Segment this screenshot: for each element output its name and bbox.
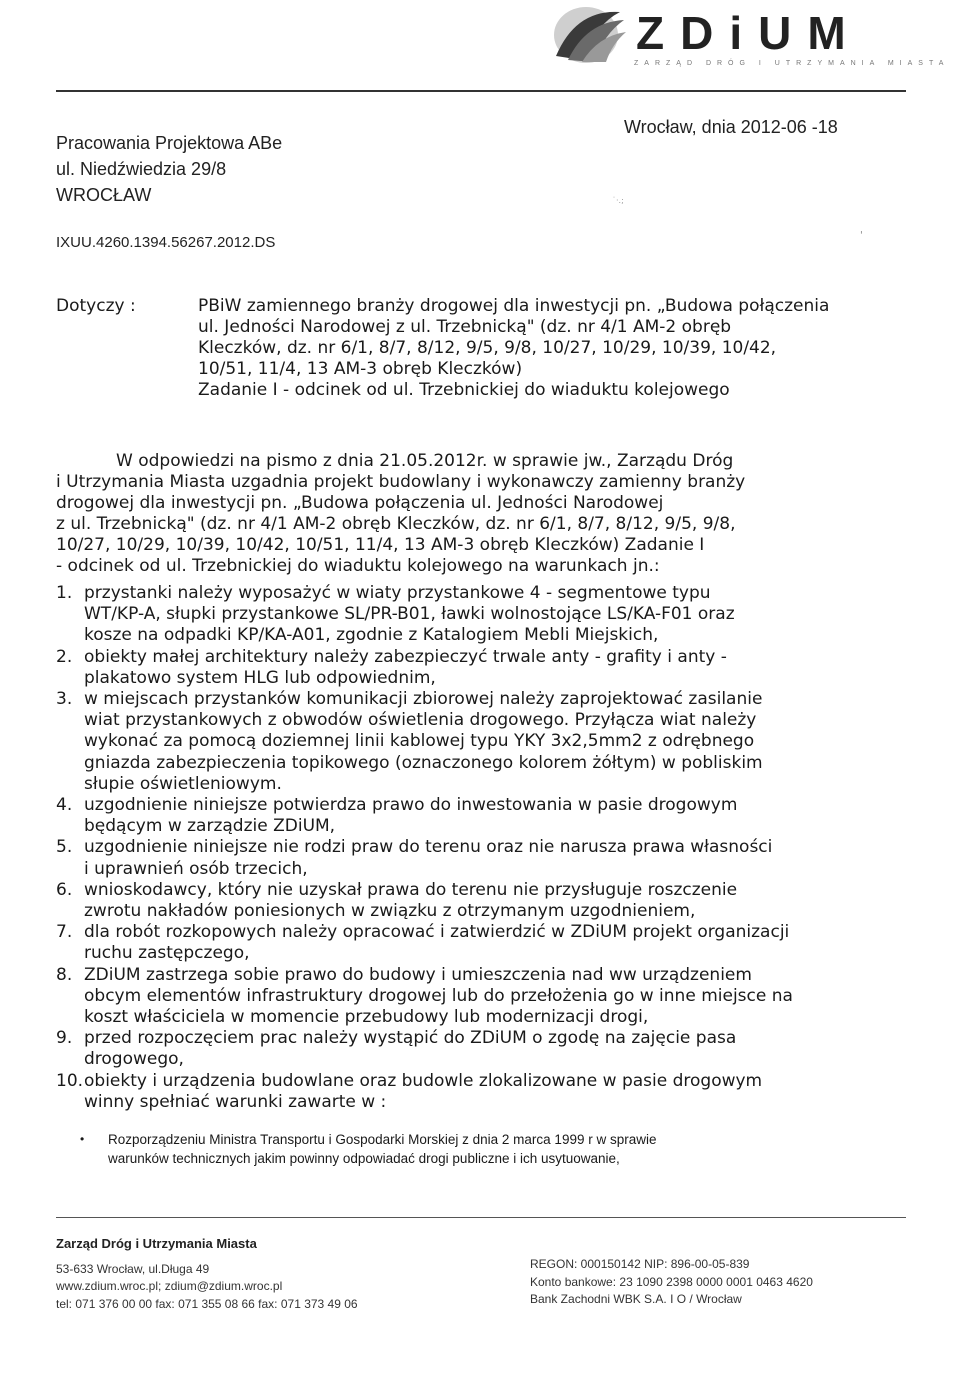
condition-line: w miejscach przystanków komunikacji zbiorowej należy zaprojektować zasilanie	[84, 689, 763, 710]
condition-line: obiekty małej architektury należy zabezpieczyć trwale anty - grafity i anty -	[84, 646, 727, 667]
condition-item	[56, 965, 850, 1029]
recipient-address	[56, 130, 282, 208]
logo-subtitle: ZARZĄD DRÓG I UTRZYMANIA MIASTA	[634, 60, 950, 67]
condition-line: obiekty i urządzenia budowlane oraz budowle zlokalizowane w pasie drogowym	[84, 1070, 763, 1091]
condition-number: 6.	[56, 879, 73, 900]
condition-item	[56, 922, 850, 964]
condition-line: zwrotu nakładów poniesionych w związku z otrzymanym uzgodnieniem,	[84, 901, 696, 922]
condition-item	[56, 837, 850, 879]
subject-line: 10/51, 11/4, 13 AM-3 obręb Kleczków)	[198, 359, 523, 379]
header-divider	[56, 90, 906, 92]
condition-line: słupie oświetleniowym.	[84, 773, 282, 794]
condition-number: 4.	[56, 795, 73, 816]
condition-line: ZDiUM zastrzega sobie prawo do budowy i umieszczenia nad ww urządzeniem	[84, 964, 752, 985]
body-line: W odpowiedzi na pismo z dnia 21.05.2012r. w sprawie jw., Zarządu Dróg	[116, 451, 734, 471]
regulation-list	[80, 1130, 850, 1168]
body-paragraph	[56, 451, 850, 577]
condition-item	[56, 880, 850, 922]
subject-text	[198, 296, 850, 401]
condition-line: wiat przystankowych z obwodów oświetlenia drogowego. Przyłącza wiat należy	[84, 710, 757, 731]
subject-label: Dotyczy :	[56, 296, 136, 316]
condition-line: plakatowo system HLG lub odpowiednim,	[84, 667, 436, 688]
footer-regon: REGON: 000150142 NIP: 896-00-05-839	[530, 1257, 750, 1271]
subject-line: Zadanie I - odcinek od ul. Trzebnickiej do wiaduktu kolejowego	[198, 380, 730, 400]
condition-line: koszt właściciela w momencie przebudowy lub modernizacji drogi,	[84, 1007, 649, 1028]
condition-line: dla robót rozkopowych należy opracować i zatwierdzić w ZDiUM projekt organizacji	[84, 922, 790, 943]
body-line: i Utrzymania Miasta uzgadnia projekt budowlany i wykonawczy zamienny branży	[56, 472, 746, 492]
place-date: Wrocław, dnia 2012-06 -18	[624, 117, 838, 137]
condition-number: 10.	[56, 1070, 84, 1091]
footer-contact	[56, 1235, 358, 1313]
condition-number: 9.	[56, 1028, 73, 1049]
recipient-street: ul. Niedźwiedzia 29/8	[56, 159, 227, 179]
body-line: 10/27, 10/29, 10/39, 10/42, 10/51, 11/4, 13 AM-3 obręb Kleczków) Zadanie I	[56, 535, 705, 555]
condition-line: wnioskodawcy, który nie uzyskał prawa do terenu nie przysługuje roszczenie	[84, 879, 738, 900]
body-line: - odcinek od ul. Trzebnickiej do wiaduktu kolejowego na warunkach jn.:	[56, 556, 660, 576]
subject-line: ul. Jedności Narodowej z ul. Trzebnicką" (dz. nr 4/1 AM-2 obręb	[198, 317, 732, 337]
condition-item	[56, 689, 850, 795]
condition-line: gniazda zabezpieczenia topikowego (oznaczonego kolorem żółtym) w pobliskim	[84, 752, 763, 773]
logo-wordmark: ZDiUM	[636, 7, 862, 59]
condition-line: ruchu zastępczego,	[84, 943, 250, 964]
condition-number: 2.	[56, 646, 73, 667]
condition-line: przystanki należy wyposażyć w wiaty przystankowe 4 - segmentowe typu	[84, 583, 711, 603]
condition-line: i uprawnień osób trzecich,	[84, 858, 308, 879]
scan-mark: ˙·.;	[612, 196, 624, 205]
condition-number: 3.	[56, 689, 73, 710]
condition-line: kosze na odpadki KP/KA-A01, zgodnie z Katalogiem Mebli Miejskich,	[84, 625, 659, 646]
footer-web: www.zdium.wroc.pl; zdium@zdium.wroc.pl	[56, 1279, 283, 1293]
subject-line: PBiW zamiennego branży drogowej dla inwestycji pn. „Budowa połączenia	[198, 296, 830, 316]
subject-line: Kleczków, dz. nr 6/1, 8/7, 8/12, 9/5, 9/8, 10/27, 10/29, 10/39, 10/42,	[198, 338, 777, 358]
reference-number: IXUU.4260.1394.56267.2012.DS	[56, 234, 276, 251]
regulation-line: warunków technicznych jakim powinny odpowiadać drogi publiczne i ich usytuowanie,	[108, 1151, 620, 1166]
recipient-name: Pracowania Projektowa ABe	[56, 133, 283, 153]
regulation-line: Rozporządzeniu Ministra Transportu i Gospodarki Morskiej z dnia 2 marca 1999 r w sprawie	[108, 1132, 657, 1147]
footer-divider	[56, 1217, 906, 1218]
recipient-city: WROCŁAW	[56, 185, 152, 205]
condition-line: winny spełniać warunki zawarte w :	[84, 1091, 387, 1112]
condition-line: obcym elementów infrastruktury drogowej lub do przełożenia go w inne miejsce na	[84, 985, 793, 1006]
condition-item	[56, 795, 850, 837]
regulation-item	[80, 1130, 850, 1168]
condition-item	[56, 1028, 850, 1070]
condition-line: przed rozpoczęciem prac należy wystąpić do ZDiUM o zgodę na zajęcie pasa	[84, 1028, 737, 1049]
scan-tick: '	[860, 230, 863, 241]
condition-number: 5.	[56, 837, 73, 858]
footer-org-name: Zarząd Dróg i Utrzymania Miasta	[56, 1236, 257, 1251]
body-line: z ul. Trzebnicką" (dz. nr 4/1 AM-2 obręb Kleczków, dz. nr 6/1, 8/7, 8/12, 9/5, 9/8,	[56, 514, 736, 534]
condition-item	[56, 647, 850, 689]
condition-number: 1.	[56, 583, 73, 603]
condition-item	[56, 1071, 850, 1113]
footer-phone: tel: 071 376 00 00 fax: 071 355 08 66 fax: 071 373 49 06	[56, 1296, 358, 1311]
footer-bank-name: Bank Zachodni WBK S.A. I O / Wrocław	[530, 1292, 742, 1306]
conditions-list	[56, 583, 850, 1113]
condition-line: WT/KP-A, słupki przystankowe SL/PR-B01, ławki wolnostojące LS/KA-F01 oraz	[84, 604, 735, 625]
bullet-icon: •	[80, 1132, 85, 1146]
footer-account: Konto bankowe: 23 1090 2398 0000 0001 0463 4620	[530, 1274, 813, 1289]
condition-line: uzgodnienie niniejsze nie rodzi praw do terenu oraz nie narusza prawa własności	[84, 837, 773, 858]
body-line: drogowej dla inwestycji pn. „Budowa połączenia ul. Jedności Narodowej	[56, 493, 664, 513]
condition-item	[56, 583, 850, 647]
condition-line: wykonać za pomocą doziemnej linii kablowej typu YKY 3x2,5mm2 z odrębnego	[84, 731, 755, 752]
condition-line: będącym w zarządzie ZDiUM,	[84, 816, 336, 837]
condition-line: drogowego,	[84, 1049, 184, 1070]
footer-address: 53-633 Wrocław, ul.Długa 49	[56, 1261, 210, 1276]
condition-number: 7.	[56, 922, 73, 943]
condition-line: uzgodnienie niniejsze potwierdza prawo do inwestowania w pasie drogowym	[84, 795, 738, 816]
zdium-logo-icon	[546, 4, 630, 66]
condition-number: 8.	[56, 964, 73, 985]
footer-bank	[530, 1256, 813, 1309]
